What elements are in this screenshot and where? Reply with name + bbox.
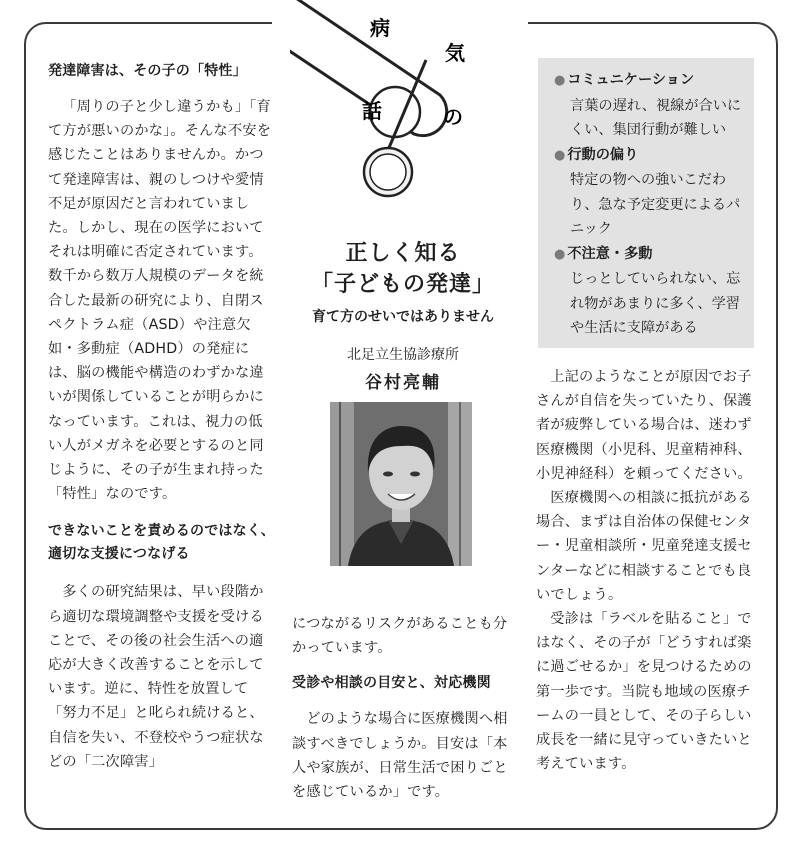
author-name: 谷村亮輔 [365, 373, 441, 393]
criteria-item [554, 242, 742, 341]
paragraph-1: 「周りの子と少し違うかも」「育て方が悪いのかな」。そんな不安を感じたことはありませんか。かつて発達障害は、親のしつけや愛情不足が原因だと言われていました。しかし、現在の医学においてそれは明確に否定されています。数千から数万人規模のデータを統合した最新の研究により、自閉スペクトラム症（ASD）や注意欠如・多動症（ADHD）の発症には、脳の機能や構造のわずかな違いが関係していることが明らかになっています。これは、視力の低い人がメガネを必要とするのと同じように、その子が生まれ持った「特性」なのです。 [48, 99, 272, 503]
criteria-box [538, 58, 754, 348]
paragraph-3: どのような場合に医療機関へ相談すべきでしょうか。目安は「本人や家族が、日常生活で困りごとを感じているか」です。 [292, 711, 508, 801]
bullet-icon: ● [554, 147, 566, 163]
article-title-block [290, 238, 516, 326]
author-affiliation: 北足立生協診療所 [347, 347, 459, 363]
title-line-1: 正しく知る [345, 241, 461, 266]
logo-char-3: の [443, 105, 463, 129]
section-heading-1: 発達障害は、その子の「特性」 [48, 63, 247, 79]
author-photo [330, 402, 472, 566]
criteria-head: 行動の偏り [567, 146, 639, 163]
left-column [48, 60, 276, 774]
criteria-desc: じっとしていられない、忘れ物があまりに多く、学習や生活に支障がある [570, 271, 741, 336]
bullet-icon: ● [554, 73, 566, 88]
logo-char-2: 気 [445, 41, 465, 65]
right-column [536, 365, 758, 776]
logo-char-4: 話 [362, 99, 382, 123]
criteria-item [554, 68, 742, 143]
bullet-icon: ● [554, 246, 566, 262]
article-subtitle: 育て方のせいではありません [312, 309, 494, 325]
column-logo [290, 0, 516, 232]
criteria-head: 不注意・多動 [567, 245, 653, 262]
paragraph-4: 上記のようなことが原因でお子さんが自信を失っていたり、保護者が疲弊している場合は、迷わず医療機関（小児科、児童精神科、小児神経科）を頼ってください。 [536, 369, 752, 482]
paragraph-2: 多くの研究結果は、早い段階から適切な環境調整や支援を受けることで、その後の社会生活への適応が大きく改善することを示しています。逆に、特性を放置して「努力不足」と叱られ続けると、自信を失い、不登校やうつ症状などの「二次障害」 [48, 584, 264, 770]
criteria-item [554, 143, 742, 242]
logo-char-1: 病 [370, 16, 390, 40]
criteria-desc: 言葉の遅れ、視線が合いにくい、集団行動が難しい [570, 97, 742, 138]
center-column [292, 612, 514, 804]
paragraph-2-continued: につながるリスクがあることも分かっています。 [292, 616, 508, 657]
paragraph-6: 受診は「ラベルを貼ること」ではなく、その子が「どうすれば楽に過ごせるか」を見つけるための第一歩です。当院も地域の医療チームの一員として、その子らしい成長を一緒に見守っていきたいと考えています。 [536, 611, 752, 773]
criteria-head: コミュニケーション [567, 72, 695, 88]
title-line-2: 「子どもの発達」 [310, 272, 495, 297]
section-heading-3: 受診や相談の目安と、対応機関 [292, 675, 491, 692]
paragraph-5: 医療機関への相談に抵抗がある場合、まずは自治体の保健センター・児童相談所・児童発達支援センターなどに相談することでも良いでしょう。 [536, 490, 752, 603]
section-heading-2: できないことを責めるのではなく、適切な支援につなげる [48, 523, 275, 563]
criteria-desc: 特定の物への強いこだわり、急な予定変更によるパニック [570, 172, 741, 237]
